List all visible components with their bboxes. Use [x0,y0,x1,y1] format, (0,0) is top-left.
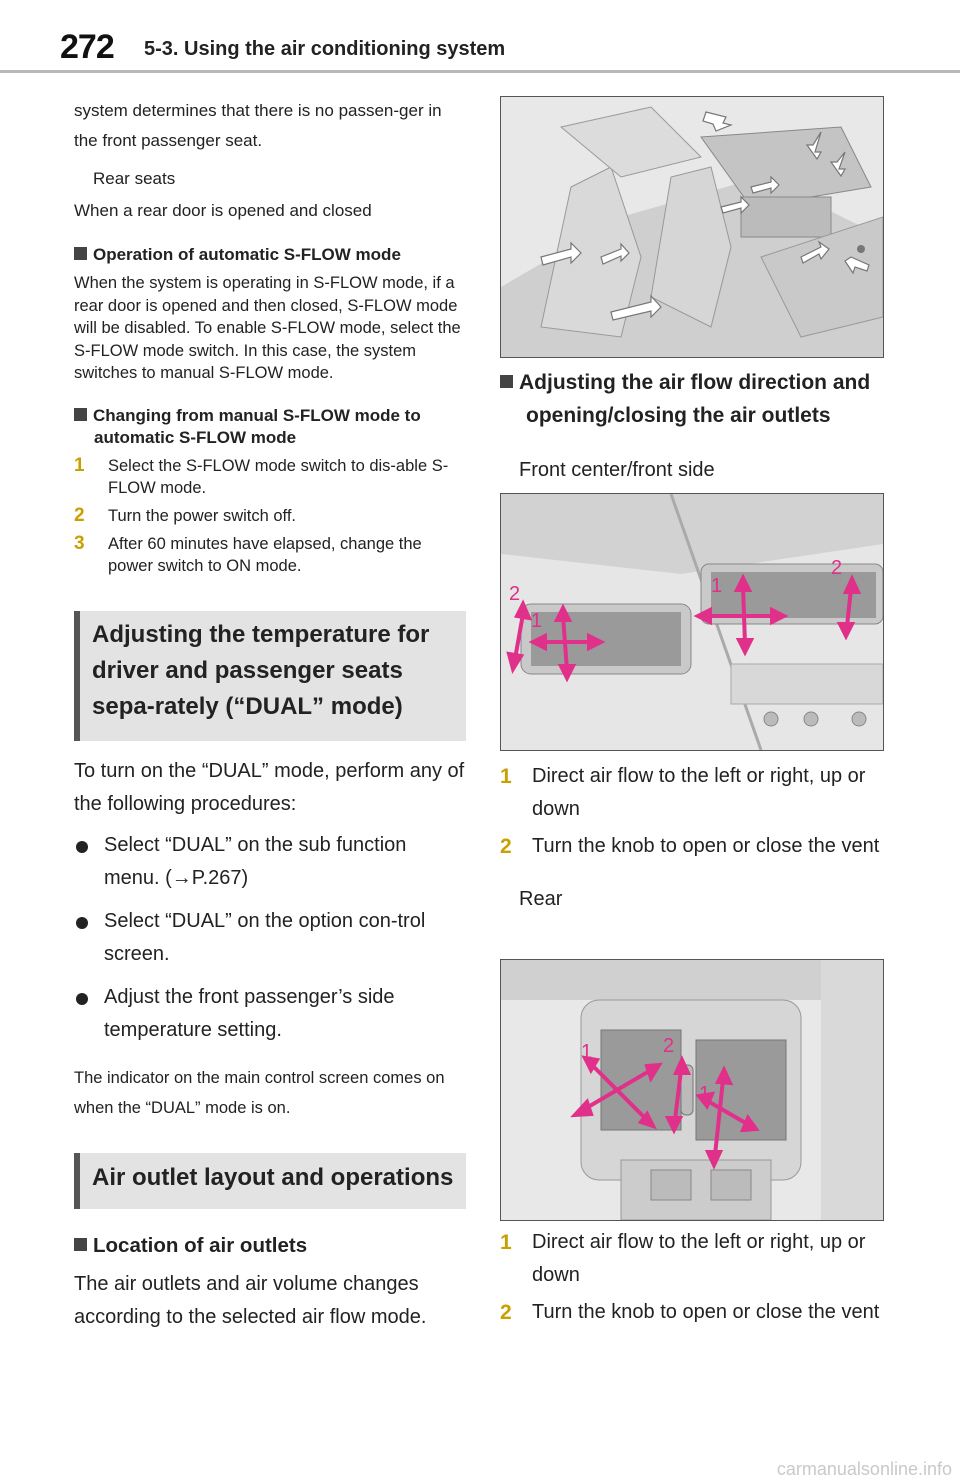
triangle-icon [500,891,511,905]
front-label [500,454,886,487]
step-text: Turn the power switch off. [108,506,297,525]
bullet-icon [76,917,88,929]
step-number: 1 [500,765,512,788]
rear-seats-desc: When a rear door is opened and closed [74,201,372,220]
cabin-illustration [501,97,883,357]
left-column [74,88,466,1334]
square-icon [74,247,87,260]
step-number: 1 [500,1231,512,1254]
rear-vents-illustration [501,960,883,1220]
steps-list [74,455,466,577]
page-header [0,0,960,76]
dual-mode-heading-box: Adjusting the temperature for driver and passenger seats sepa-rately (“DUAL” mode) [74,611,466,741]
square-icon [74,408,87,421]
front-fig-label: 1 [711,575,723,597]
bullet-icon [76,841,88,853]
step-item [500,830,886,863]
triangle-icon [500,462,511,476]
change-heading-text: Changing from manual S-FLOW mode to automatic S-FLOW mode [93,405,421,447]
step-item [500,760,886,826]
bullet-text: Select “DUAL” on the option con-trol screen. [104,909,426,965]
intro-text: system determines that there is no passen-ger in the front passenger seat. [74,101,442,150]
op-auto-heading-text: Operation of automatic S-FLOW mode [93,245,401,264]
step-text: After 60 minutes have elapsed, change the power switch to ON mode. [108,534,422,575]
rear-seats-label [74,164,466,194]
watermark: carmanualsonline.info [776,1459,952,1479]
step-text: Direct air flow to the left or right, up or down [532,1231,866,1286]
step-item [74,533,466,577]
op-auto-heading [74,244,466,266]
step-number: 2 [74,504,85,526]
step-text: Turn the knob to open or close the vent [532,835,880,857]
adjust-heading-text: Adjusting the air flow direction and opening/closing the air outlets [519,371,871,427]
step-number: 3 [74,532,85,554]
right-column [500,366,886,487]
rear-label-text: Rear [519,888,563,910]
page-number: 272 [60,28,114,66]
rear-vents-figure [500,959,884,1221]
rear-seats-text: Rear seats [93,169,176,188]
location-heading-text: Location of air outlets [93,1233,308,1257]
step-item [500,1226,886,1292]
adjust-heading [500,366,886,432]
dual-intro: To turn on the “DUAL” mode, perform any of the following procedures: [74,759,465,815]
cabin-air-outlet-figure [500,96,884,358]
front-fig-label: 2 [831,557,843,579]
front-steps [500,760,886,916]
rear-fig-label: 2 [663,1035,675,1057]
front-vents-illustration [501,494,883,750]
dual-note: The indicator on the main control screen comes on when the “DUAL” mode is on. [74,1068,445,1117]
location-heading [74,1229,466,1262]
rear-fig-label: 1 [581,1041,593,1063]
front-label-text: Front center/front side [519,459,715,481]
air-outlet-heading-box: Air outlet layout and operations [74,1153,466,1209]
bullet-text: Select “DUAL” on the sub function menu. (→P.267) [104,833,407,889]
step-number: 2 [500,835,512,858]
op-auto-text: When the system is operating in S-FLOW mode, if a rear door is opened and then closed, S-FLOW mode will be disabled. To enable S-FLOW mode, select the S-FLOW mode switch. In this case, the system switches to manual S-FLOW mode. [74,274,461,382]
triangle-icon [74,171,85,185]
bullet-item [74,981,466,1047]
step-number: 1 [74,454,85,476]
dual-bullets [74,829,466,1047]
location-text: The air outlets and air volume changes according to the selected air flow mode. [74,1272,427,1328]
front-vents-figure [500,493,884,751]
header-rule [0,70,960,73]
step-item [74,505,466,527]
step-item [74,455,466,499]
square-icon [74,1238,87,1251]
bullet-item [74,829,466,895]
step-text: Direct air flow to the left or right, up or down [532,765,866,820]
step-text: Select the S-FLOW mode switch to dis-able S-FLOW mode. [108,456,449,497]
rear-fig-label: 1 [699,1083,711,1105]
step-item [500,1296,886,1329]
change-heading [74,405,466,449]
bullet-icon [76,993,88,1005]
front-fig-label: 1 [531,610,543,632]
square-icon [500,375,513,388]
step-number: 2 [500,1301,512,1324]
step-text: Turn the knob to open or close the vent [532,1301,880,1323]
bullet-text: Adjust the front passenger’s side temperature setting. [104,985,395,1041]
rear-label [500,883,886,916]
front-fig-label: 2 [509,583,521,605]
section-title: 5-3. Using the air conditioning system [144,38,506,60]
bullet-item [74,905,466,971]
rear-steps [500,1226,886,1329]
